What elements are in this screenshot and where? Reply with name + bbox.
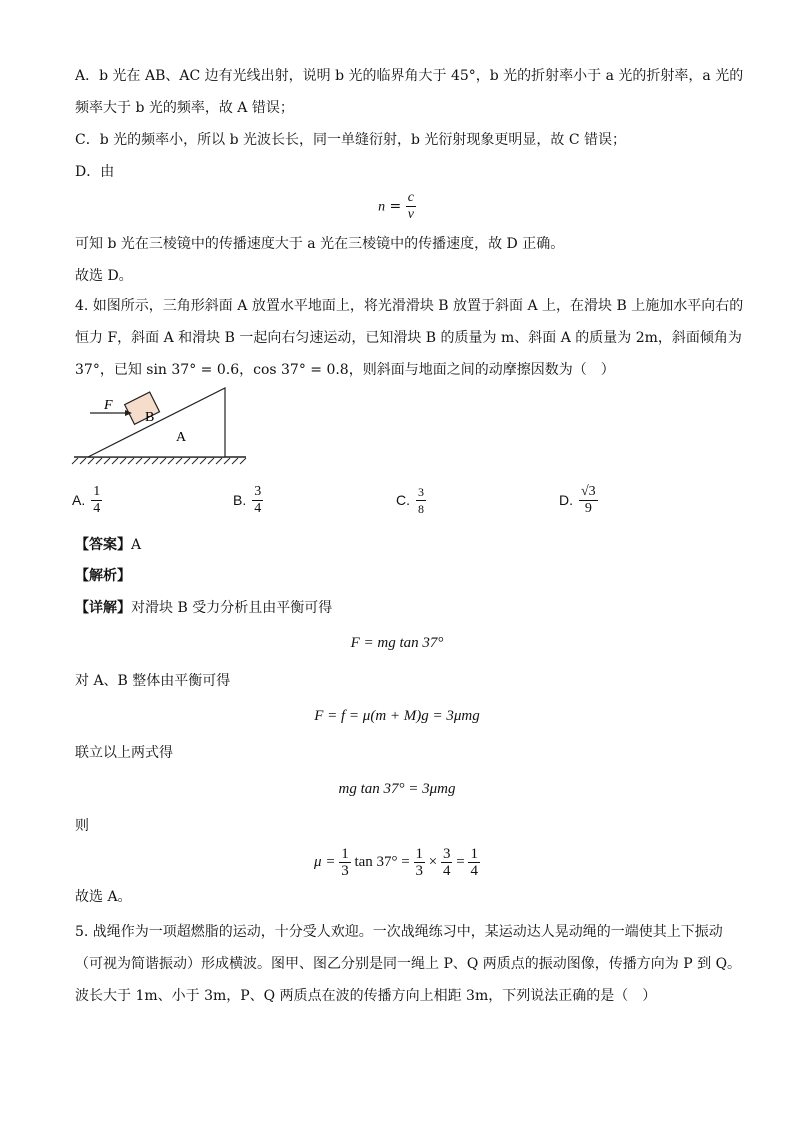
option-d: D. $\frac{√3}{9}$ bbox=[559, 483, 596, 516]
detail-tag: 【详解】 bbox=[75, 600, 131, 616]
option-c: C. $\frac{3}{8}$ bbox=[396, 484, 424, 516]
equation-2: F = f = μ(m + M)g = 3μmg bbox=[314, 708, 480, 724]
whole-text: 对 A、B 整体由平衡可得 bbox=[75, 673, 231, 689]
equation-1: F = mg tan 37° bbox=[350, 635, 444, 651]
q5-line2: （可视为简谐振动）形成横波。图甲、图乙分别是同一绳上 P、Q 两质点的振动图像，传播方向为 P 到 Q。 bbox=[75, 956, 742, 972]
answer-value: A bbox=[131, 537, 142, 553]
detail-line bbox=[75, 598, 332, 618]
answer-choose-d: 故选 D。 bbox=[75, 268, 133, 284]
q4-line2: 恒力 F，斜面 A 和滑块 B 一起向右匀速运动，已知滑块 B 的质量为 m、斜面 A 的质量为 2m，斜面倾角为 bbox=[75, 330, 742, 346]
answer-d-conclusion: 可知 b 光在三棱镜中的传播速度大于 a 光在三棱镜中的传播速度，故 D 正确。 bbox=[75, 236, 565, 252]
detail-text: 对滑块 B 受力分析且由平衡可得 bbox=[131, 600, 333, 616]
q4-line3: 37°，已知 sin 37° = 0.6，cos 37° = 0.8，则斜面与地面之间的动摩擦因数为（ ） bbox=[75, 362, 615, 378]
answer-c-line: C．b 光的频率小，所以 b 光波长长，同一单缝衍射，b 光衍射现象更明显，故 C 错误； bbox=[75, 132, 627, 148]
block-b-label: B bbox=[145, 410, 155, 425]
answer-d-label: D．由 bbox=[75, 164, 115, 180]
analysis-tag: 【解析】 bbox=[75, 568, 131, 584]
answer-tag: 【答案】 bbox=[75, 537, 131, 553]
equation-3: mg tan 37° = 3μmg bbox=[338, 781, 456, 797]
formula-n: n = $\frac{c}{v}$ bbox=[378, 190, 414, 222]
q5-line1: 5. 战绳作为一项超燃脂的运动，十分受人欢迎。一次战绳练习中，某运动达人晃动绳的一端使其上下振动 bbox=[75, 924, 723, 940]
incline-figure bbox=[70, 386, 250, 466]
q5-line3: 波长大于 1m、小于 3m，P、Q 两质点在波的传播方向上相距 3m，下列说法正确的是（ ） bbox=[75, 988, 657, 1004]
answer-a-line2: 频率大于 b 光的频率，故 A 错误； bbox=[75, 100, 294, 116]
incline-a-label: A bbox=[176, 430, 187, 445]
answer-choose-a: 故选 A。 bbox=[75, 889, 132, 905]
option-a: A. $\frac{1}{4}$ bbox=[72, 483, 101, 516]
ground-hatching bbox=[72, 457, 246, 464]
combine-text: 联立以上两式得 bbox=[75, 745, 173, 761]
option-b: B. $\frac{3}{4}$ bbox=[233, 483, 262, 516]
force-label: F bbox=[104, 398, 113, 413]
equation-4: μ = $\frac{1}{3}$ tan 37° = $\frac{1}{3}$ × $\frac{3}{4}$ = $\frac{1}{4}$ bbox=[314, 846, 478, 880]
then-text: 则 bbox=[75, 818, 89, 834]
answer-a-line1: A．b 光在 AB、AC 边有光线出射，说明 b 光的临界角大于 45°，b 光的折射率小于 a 光的折射率，a 光的 bbox=[75, 68, 744, 84]
answer-line bbox=[75, 535, 141, 555]
q4-line1: 4. 如图所示，三角形斜面 A 放置水平地面上，将光滑滑块 B 放置于斜面 A 上，在滑块 B 上施加水平向右的 bbox=[75, 298, 744, 314]
